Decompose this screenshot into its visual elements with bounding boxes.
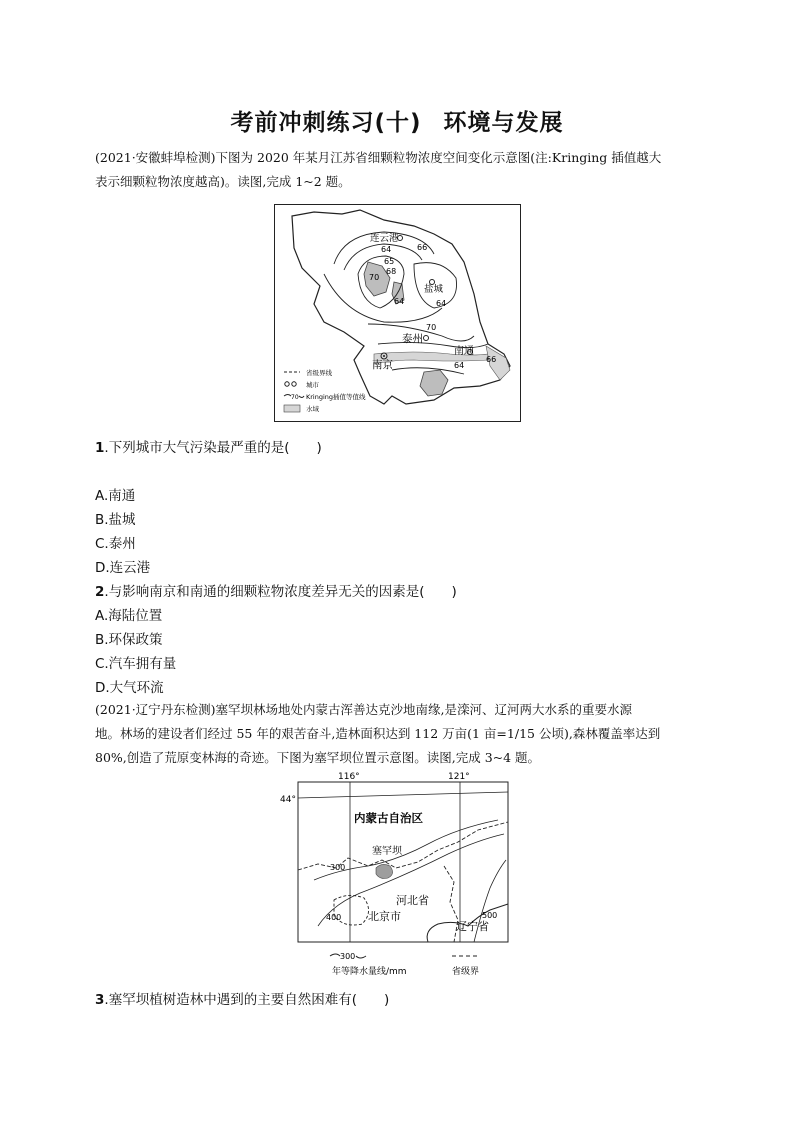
lon-label-116: 116° bbox=[338, 772, 360, 782]
isoline-label: 70 bbox=[369, 273, 380, 282]
jiangsu-map-svg bbox=[274, 204, 521, 422]
legend-label: Kringing插值等值线 bbox=[306, 393, 366, 401]
isoline-label: 68 bbox=[386, 267, 397, 276]
legend-label: 水域 bbox=[306, 405, 319, 413]
isoline-label: 64 bbox=[394, 297, 405, 306]
question-1 bbox=[95, 436, 322, 456]
q1-option-b[interactable]: B.盐城 bbox=[95, 512, 136, 528]
isoline-label: 64 bbox=[436, 299, 447, 308]
isoline-label: 66 bbox=[486, 355, 497, 364]
isoline-label: 64 bbox=[454, 361, 465, 370]
city-label-lianyungang: 连云港 bbox=[370, 233, 399, 244]
isoline-label: 70 bbox=[426, 323, 437, 332]
jiangsu-pm-map bbox=[274, 204, 521, 426]
saihanba-map-svg bbox=[278, 770, 518, 982]
question-1-number: 1 bbox=[95, 440, 105, 456]
lat-label-44: 44° bbox=[280, 795, 296, 805]
map2-legend bbox=[330, 952, 480, 977]
isoline-label: 65 bbox=[384, 257, 395, 266]
q2-option-a[interactable]: A.海陆位置 bbox=[95, 608, 163, 624]
city-label-nantong: 南通 bbox=[454, 346, 474, 357]
legend-label-isohyet: 年等降水量线/mm bbox=[332, 967, 407, 977]
question-3 bbox=[95, 988, 389, 1008]
city-label-yancheng: 盐城 bbox=[424, 284, 444, 295]
q2-option-c[interactable]: C.汽车拥有量 bbox=[95, 656, 177, 672]
passage-2-line-3: 80%,创造了荒原变林海的奇迹。下图为塞罕坝位置示意图。读图,完成 3~4 题。 bbox=[95, 750, 541, 765]
lon-label-121: 121° bbox=[448, 772, 470, 782]
question-1-stem: .下列城市大气污染最严重的是( ) bbox=[104, 440, 322, 456]
legend-label: 省级界线 bbox=[306, 369, 332, 377]
isoline-label: 64 bbox=[381, 245, 392, 254]
q1-option-c[interactable]: C.泰州 bbox=[95, 536, 136, 552]
legend-label-boundary: 省级界 bbox=[452, 967, 480, 977]
question-2-stem: .与影响南京和南通的细颗粒物浓度差异无关的因素是( ) bbox=[104, 584, 457, 600]
isohyet-label-500: 500 bbox=[482, 911, 498, 920]
isohyet-label-400: 400 bbox=[326, 913, 342, 922]
isohyet-label-300: 300 bbox=[330, 863, 346, 872]
region-label-saihanba: 塞罕坝 bbox=[372, 846, 402, 857]
passage-2-line-1: (2021·辽宁丹东检测)塞罕坝林场地处内蒙古浑善达克沙地南缘,是滦河、辽河两大水系的重要水源 bbox=[95, 702, 633, 717]
question-2 bbox=[95, 580, 457, 600]
q1-option-a[interactable]: A.南通 bbox=[95, 488, 136, 504]
passage-1 bbox=[95, 146, 701, 194]
region-label-inner-mongolia: 内蒙古自治区 bbox=[354, 811, 423, 825]
legend-symbol-300: 300 bbox=[340, 952, 356, 961]
region-label-hebei: 河北省 bbox=[396, 894, 429, 907]
svg-text:70: 70 bbox=[291, 394, 299, 401]
passage-1-line-2: 表示细颗粒物浓度越高)。读图,完成 1~2 题。 bbox=[95, 174, 351, 189]
region-label-liaoning: 辽宁省 bbox=[456, 920, 489, 933]
saihanba-area bbox=[376, 864, 393, 878]
passage-2-line-2: 地。林场的建设者们经过 55 年的艰苦奋斗,造林面积达到 112 万亩(1 亩=1/15 公顷),森林覆盖率达到 bbox=[95, 726, 661, 741]
title-topic: 环境与发展 bbox=[443, 110, 564, 136]
q2-option-b[interactable]: B.环保政策 bbox=[95, 632, 163, 648]
region-label-beijing: 北京市 bbox=[368, 910, 401, 923]
legend-label: 城市 bbox=[306, 381, 319, 389]
passage-1-line-1: (2021·安徽蚌埠检测)下图为 2020 年某月江苏省细颗粒物浓度空间变化示意图(注:Kringing 插值越大 bbox=[95, 150, 662, 165]
page-title bbox=[0, 104, 794, 137]
question-3-number: 3 bbox=[95, 992, 105, 1008]
isoline-label: 66 bbox=[417, 243, 428, 252]
saihanba-location-map bbox=[278, 770, 518, 986]
question-3-stem: .塞罕坝植树造林中遇到的主要自然困难有( ) bbox=[104, 992, 390, 1008]
city-label-taizhou: 泰州 bbox=[402, 333, 423, 345]
city-label-nanjing: 南京 bbox=[372, 359, 393, 371]
q1-option-d[interactable]: D.连云港 bbox=[95, 560, 151, 576]
question-2-number: 2 bbox=[95, 584, 105, 600]
title-main: 考前冲刺练习(十) bbox=[230, 110, 422, 136]
passage-2 bbox=[95, 698, 701, 770]
q2-option-d[interactable]: D.大气环流 bbox=[95, 680, 164, 696]
